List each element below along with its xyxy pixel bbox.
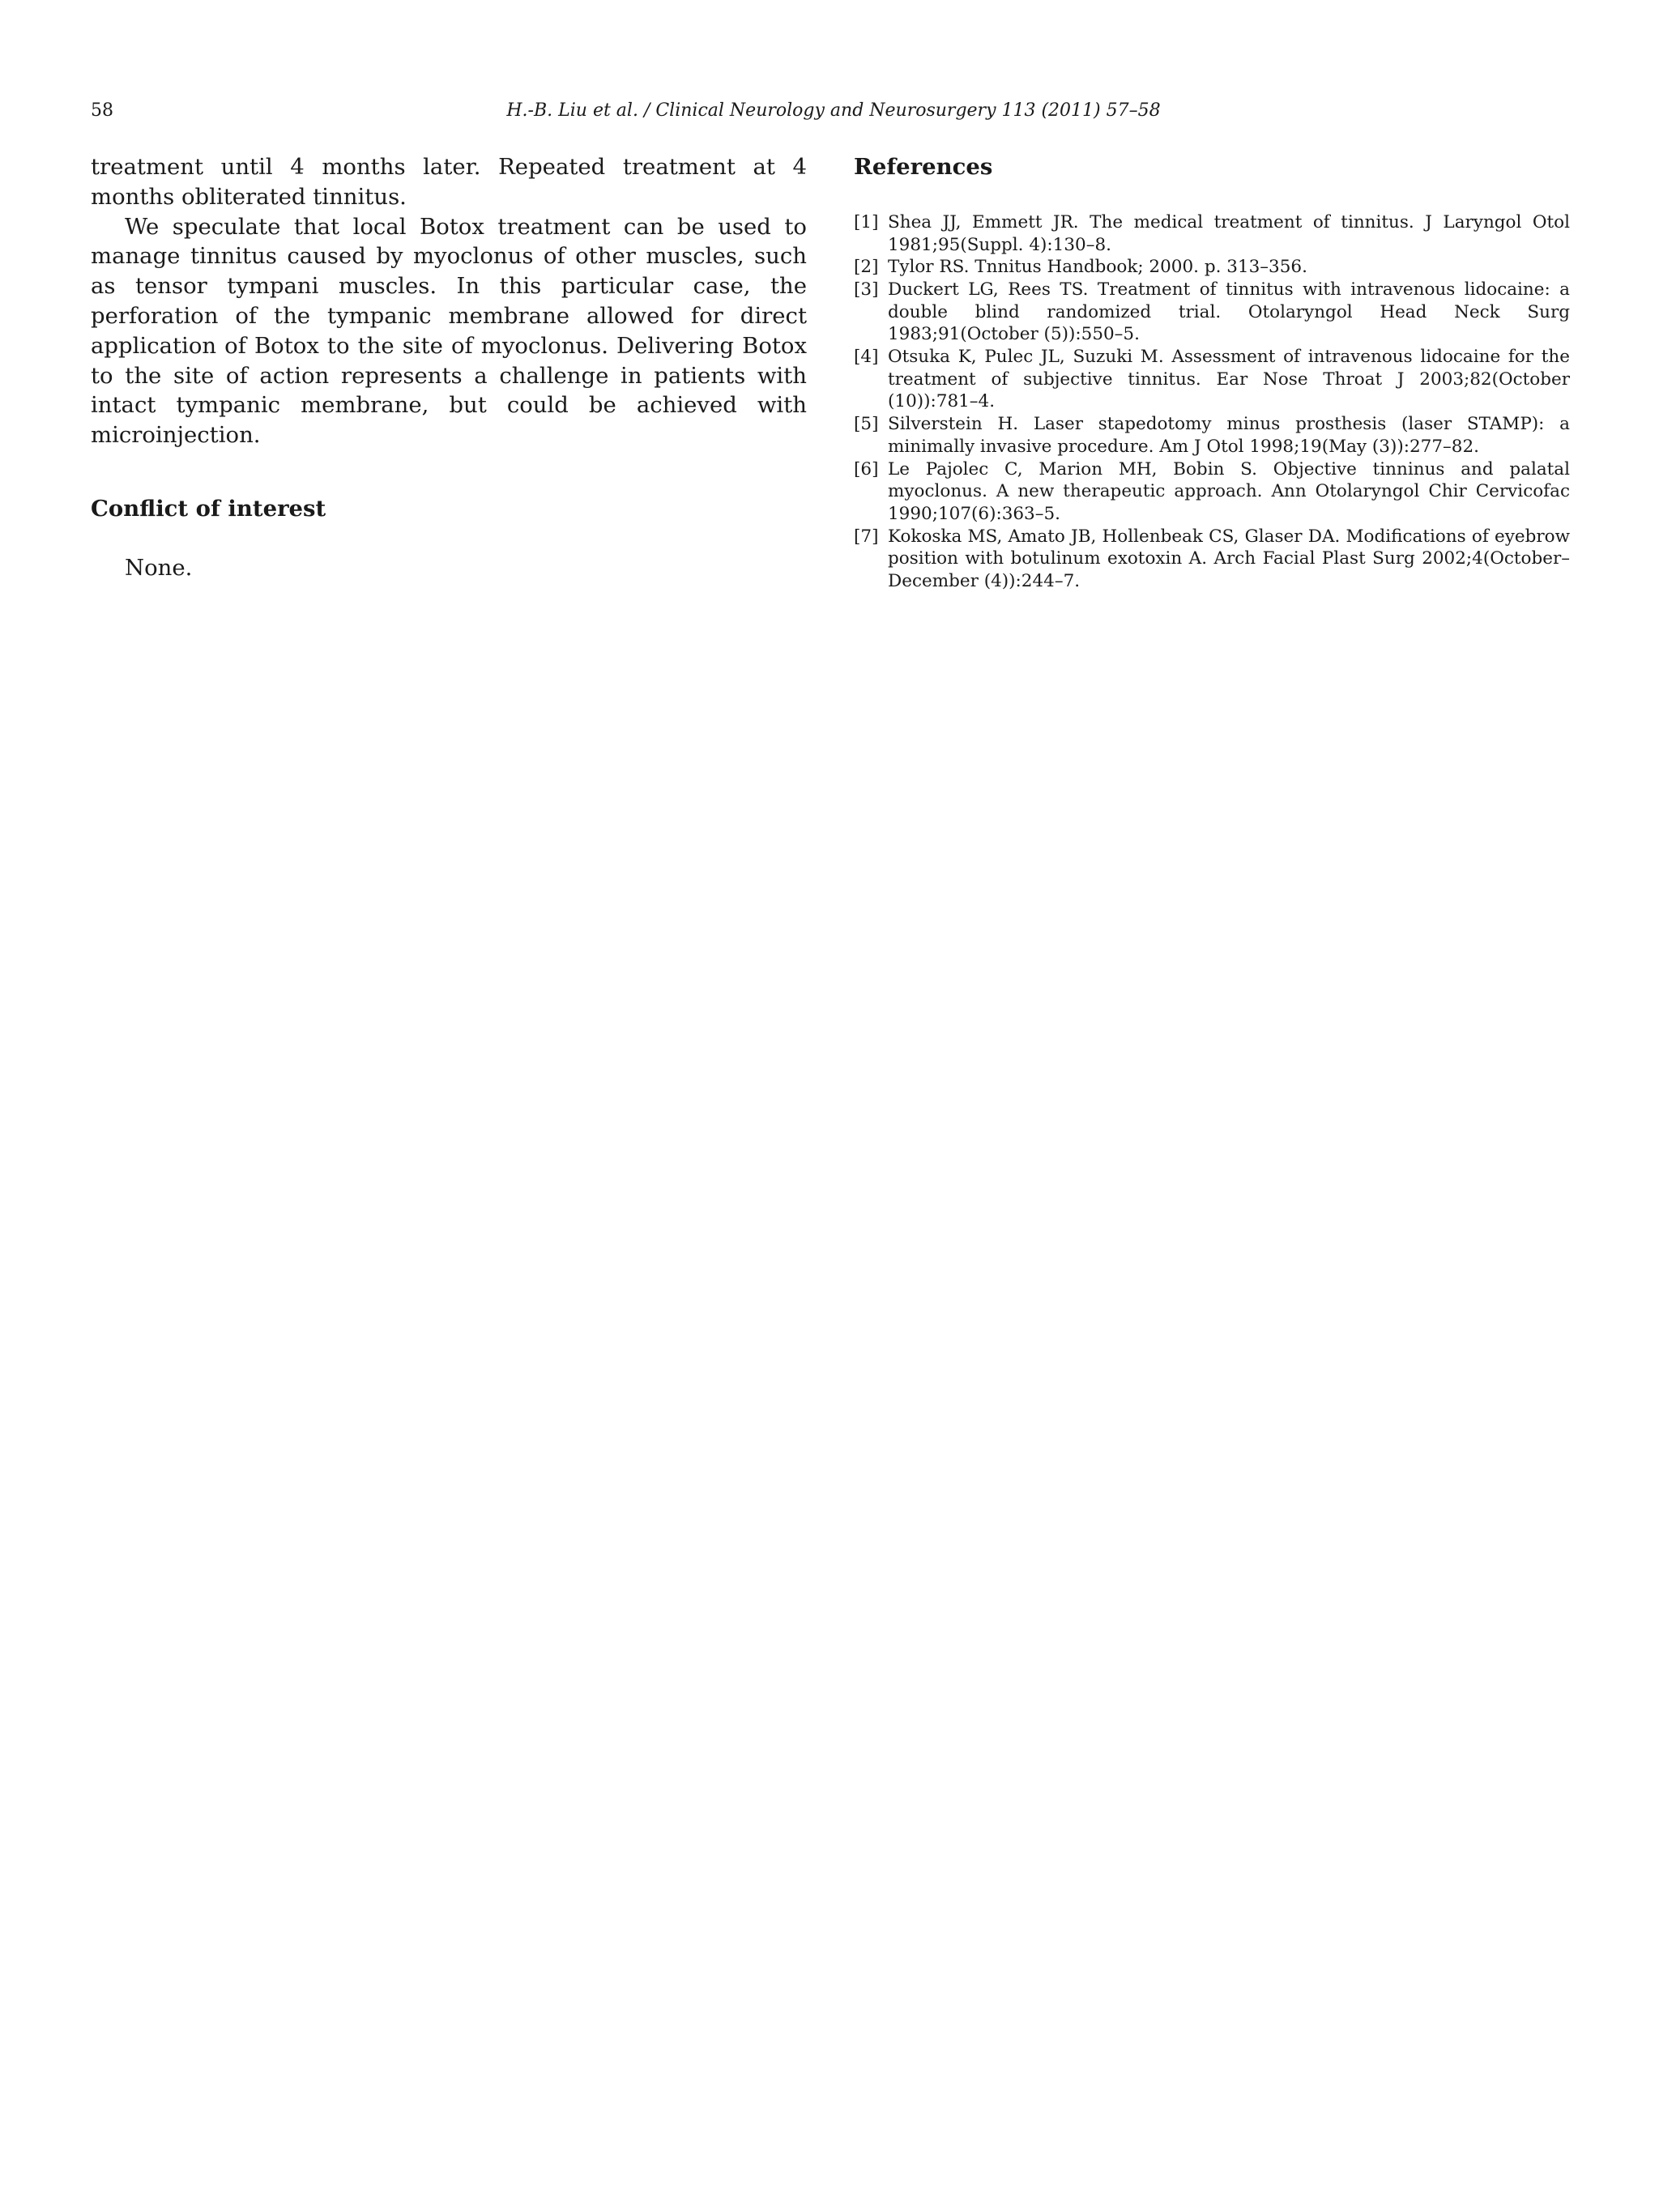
reference-text: Shea JJ, Emmett JR. The medical treatment of tinnitus. J Laryngol Otol 1981;95(Suppl. 4):130–8. [888,211,1570,255]
reference-item [854,413,1570,458]
reference-number: [7] [854,526,879,547]
reference-number: [5] [854,414,879,435]
reference-item [854,458,1570,526]
right-column [854,152,1570,593]
reference-item [854,526,1570,593]
reference-item [854,346,1570,413]
reference-text: Duckert LG, Rees TS. Treatment of tinnitus with intravenous lidocaine: a double blind randomized trial. Otolaryngol Head Neck Surg 1983;91(October (5)):550–5. [888,279,1570,345]
reference-number: [4] [854,347,879,368]
conflict-of-interest-text: None. [125,554,193,581]
reference-number: [6] [854,458,879,479]
reference-text: Kokoska MS, Amato JB, Hollenbeak CS, Glaser DA. Modifications of eyebrow position with botulinum exotoxin A. Arch Facial Plast Surg 2002;4(October–December (4)):244–7. [888,526,1570,592]
reference-text: Silverstein H. Laser stapedotomy minus prosthesis (laser STAMP): a minimally invasive procedure. Am J Otol 1998;19(May (3)):277–82. [888,414,1570,457]
body-paragraph: treatment until 4 months later. Repeated treatment at 4 months obliterated tinnitus. [91,154,807,210]
left-column [91,152,807,583]
reference-list [854,211,1570,593]
reference-item [854,211,1570,256]
references-heading: References [854,154,993,180]
reference-number: [3] [854,279,879,300]
reference-number: [1] [854,211,879,232]
running-header [91,99,1576,123]
reference-item [854,256,1570,279]
reference-text: Otsuka K, Pulec JL, Suzuki M. Assessment of intravenous lidocaine for the treatment of subjective tinnitus. Ear Nose Throat J 2003;82(October (10)):781–4. [888,347,1570,412]
reference-text: Tylor RS. Tnnitus Handbook; 2000. p. 313–356. [888,257,1307,278]
reference-number: [2] [854,257,879,278]
body-paragraph: We speculate that local Botox treatment can be used to manage tinnitus caused by myoclonus of other muscles, such as tensor tympani muscles. In this particular case, the perforation of the tympanic membrane allowed for direct application of Botox to the site of myoclonus. Delivering Botox to the site of action represents a challenge in patients with intact tympanic membrane, but could be achieved with microinjection. [91,213,807,449]
conflict-of-interest-heading: Conflict of interest [91,495,326,522]
reference-text: Le Pajolec C, Marion MH, Bobin S. Objective tinninus and palatal myoclonus. A new therapeutic approach. Ann Otolaryngol Chir Cervicofac 1990;107(6):363–5. [888,458,1570,524]
page-number: 58 [91,100,113,121]
journal-citation-line: H.-B. Liu et al. / Clinical Neurology and Neurosurgery 113 (2011) 57–58 [506,100,1161,121]
reference-item [854,279,1570,346]
